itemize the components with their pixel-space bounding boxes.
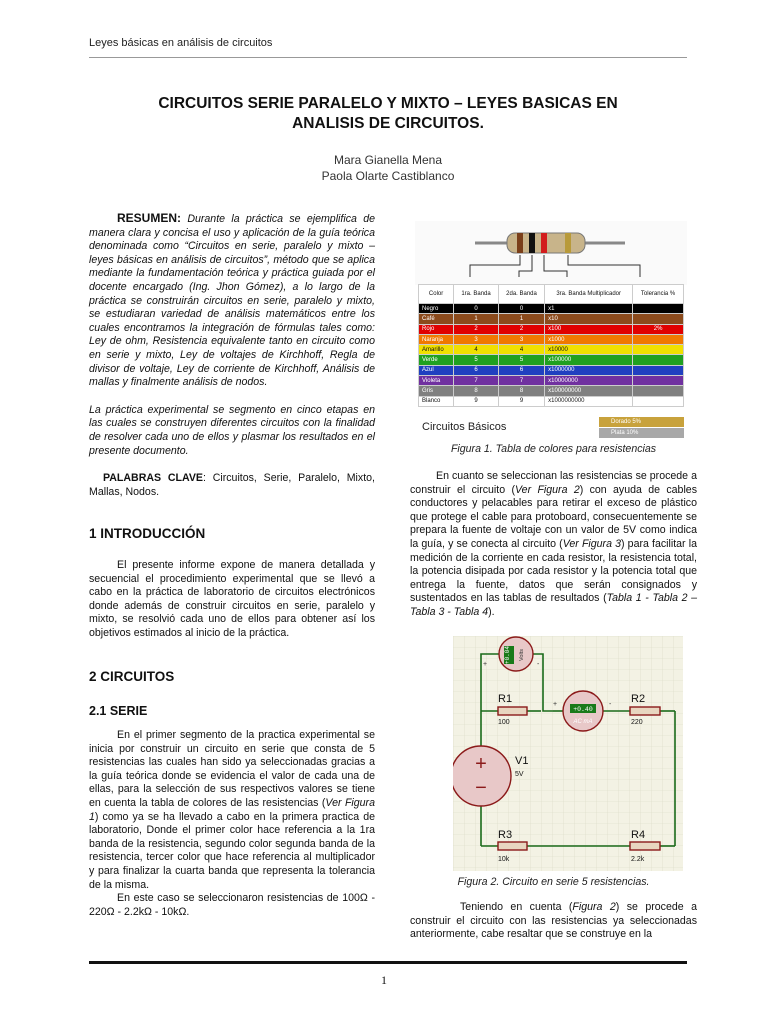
color-table-cell: 7	[454, 376, 499, 386]
source-plus-sign: +	[475, 753, 487, 775]
color-table-cell: 3	[498, 334, 544, 344]
resistor-r4	[630, 842, 660, 850]
abstract-text: Durante la práctica se ejemplifica de manera clara y concisa el uso y aplicación de la guía teórica denominada como “Circuitos en serie, paralelo y mixto – leyes básicas en análisis de circuitos”, método que se aplica mediante la fundamentación teórica y práctica guiada por el docente encargado (Ing. Jhon Gómez), a lo largo de la práctica se construirán circuitos en serie, paralelo y mixto, se estudiaran variedad de análisis matemáticos entre los cuales encontramos la integración de fórmulas tales como: Ley de ohm, Resistencia equivalente tanto en circuito como en serie y mixto, Ley de voltajes de Kirchhoff, Regla de divisor de voltaje, Ley de corriente de Kirchhoff, Análisis de mallas y finalmente análisis de nodos.	[89, 213, 375, 389]
figure-ref: Ver Figura 2	[515, 483, 580, 496]
color-table-cell: 4	[454, 345, 499, 355]
color-table-cell: x10	[545, 314, 633, 324]
voltmeter-value: +0.04	[504, 645, 511, 665]
color-table-row	[419, 304, 684, 314]
r1-value: 100	[498, 719, 510, 726]
color-table-cell	[633, 355, 684, 365]
author-1: Mara Gianella Mena	[333, 153, 443, 167]
color-table-row	[419, 314, 684, 324]
author-2: Paola Olarte Castiblanco	[321, 169, 455, 183]
color-table-cell: 0	[498, 304, 544, 314]
color-table-cell: 8	[454, 386, 499, 396]
resistor-r1	[498, 707, 527, 715]
table-ref: Tabla 1 - Tabla 2 – Tabla 3 - Tabla 4	[410, 592, 697, 618]
footer-rule	[89, 961, 687, 964]
color-table-cell: x10000	[545, 345, 633, 355]
color-table-cell: x1000	[545, 334, 633, 344]
color-table-cell: Violeta	[419, 376, 454, 386]
r4-name: R4	[631, 829, 646, 841]
ammeter-unit: AC mA	[573, 719, 593, 725]
section-1-heading: 1 INTRODUCCIÓN	[89, 526, 206, 541]
color-table-cell: 0	[454, 304, 499, 314]
r4-value: 2.2k	[631, 856, 645, 863]
header-divider	[89, 57, 687, 58]
color-table-cell: 9	[454, 396, 499, 406]
color-table-cell: x1	[545, 304, 633, 314]
source-value: 5V	[515, 771, 524, 778]
keywords-text: : Circuitos, Serie, Paralelo, Mixto, Mallas, Nodos.	[89, 472, 375, 498]
voltmeter-unit: Volts	[519, 649, 525, 661]
source-name: V1	[515, 755, 529, 767]
color-table-cell: 3	[454, 334, 499, 344]
color-table-cell	[633, 386, 684, 396]
figure-2-caption: Figura 2. Circuito en serie 5 resistencias.	[457, 876, 650, 888]
para-text: ) para facilitar la medición de la corriente en cada resistor, la resistencia total, la potencia disipada por cada resistor y la potencia total que entrega la fuente, datos que serán consignados y sustentados en las tablas de resultados (	[410, 537, 697, 605]
color-table-cell: Verde	[419, 355, 454, 365]
color-table-header-cell: 3ra. Banda Multiplicador	[545, 285, 633, 304]
color-table-header-cell: 2da. Banda	[498, 285, 544, 304]
color-table-row	[419, 376, 684, 386]
color-table-cell: 1	[498, 314, 544, 324]
paper-title	[89, 94, 687, 134]
figure-ref: Figura 2	[572, 901, 616, 913]
section-2-1-paragraph-1	[89, 729, 375, 892]
color-table-row	[419, 355, 684, 365]
figure-2	[453, 636, 683, 871]
para-text: ).	[488, 605, 495, 618]
color-code-table	[418, 284, 684, 407]
resistor-r2	[630, 707, 660, 715]
resistor-r3	[498, 842, 527, 850]
color-table-cell: 2	[454, 324, 499, 334]
color-table-row	[419, 386, 684, 396]
color-table-header-cell: Tolerancia %	[633, 285, 684, 304]
color-table-cell: Gris	[419, 386, 454, 396]
abstract	[89, 212, 375, 499]
keywords	[89, 472, 375, 499]
color-table-cell: x100000000	[545, 386, 633, 396]
para-text: En cuanto se seleccionan las resistencias se procede a construir el circuito (	[410, 470, 697, 496]
abstract-text-2: La práctica experimental se segmento en cinco etapas en las cuales se construyen diferentes circuitos con la finalidad de resolver cada uno de ellos y plasmar los resultados en el presente documento.	[89, 403, 375, 457]
color-table-cell: Azul	[419, 365, 454, 375]
section-2-1-body	[89, 729, 375, 919]
color-table-cell: 5	[498, 355, 544, 365]
color-table-cell: x1000000000	[545, 396, 633, 406]
color-table-cell	[633, 376, 684, 386]
color-table-cell: x10000000	[545, 376, 633, 386]
section-2-1-heading: 2.1 SERIE	[89, 704, 148, 718]
color-table-row	[419, 365, 684, 375]
color-table-row	[419, 324, 684, 334]
color-table-cell	[633, 345, 684, 355]
color-table-header-row	[419, 285, 684, 304]
para-text: En el primer segmento de la practica experimental se inicia por construir un circuito en serie que consta de 5 resistencias las cuales han sido ya seleccionadas gracias a la guía teórica donde se evidencia el valor de cada una de ellas, para la selección de sus respectivos valores se tiene en cuenta la tabla de colores de las resistencias (	[89, 729, 375, 809]
brand-label: Circuitos Básicos	[422, 421, 507, 433]
title-line-1: CIRCUITOS SERIE PARALELO Y MIXTO – LEYES BASICAS EN	[158, 95, 618, 112]
color-table-cell: 6	[498, 365, 544, 375]
gold-tolerance: Dorado 5%	[599, 417, 684, 427]
color-table-cell: 5	[454, 355, 499, 365]
color-table-cell: Café	[419, 314, 454, 324]
para-text: ) se procede a construir el circuito con las resistencias ya seleccionadas anteriormente, cabe resaltar que se construye en la	[410, 901, 697, 941]
authors	[89, 152, 687, 184]
color-table-row	[419, 334, 684, 344]
color-table-row	[419, 396, 684, 406]
voltmeter-minus-sign: -	[537, 661, 540, 668]
color-table-cell: 8	[498, 386, 544, 396]
figure-ref: Ver Figura 3	[562, 537, 622, 550]
color-table-cell: x100	[545, 324, 633, 334]
title-line-2: ANALISIS DE CIRCUITOS.	[292, 115, 484, 132]
color-table-row	[419, 345, 684, 355]
right-paragraph-2	[410, 901, 697, 942]
ammeter-value: +0.40	[573, 706, 593, 713]
r1-name: R1	[498, 693, 513, 705]
color-table-cell: 4	[498, 345, 544, 355]
running-header: Leyes básicas en análisis de circuitos	[89, 37, 273, 49]
silver-tolerance: Plata 10%	[599, 428, 684, 438]
r3-value: 10k	[498, 856, 510, 863]
para-text: ) como ya se ha llevado a cabo en la primera practica de laboratorio, Donde el primer color hace referencia a la 1ra banda de la resistencia, segundo color segunda banda de la resistencia, tercer color que hace referencia al multiplicador y para finalizar la cuarta banda que representa la tolerancia de la misma.	[89, 810, 375, 891]
section-1-text: El presente informe expone de manera detallada y secuencial el procedimiento experimental que se llevó a cabo en la práctica de laboratorio de circuitos electrónicos donde además de construir circuitos en serie, paralelo y mixto, se resolvió cada uno de ellos para obtener así los objetivos estimados al inicio de la práctica.	[89, 559, 375, 639]
abstract-label: RESUMEN:	[117, 211, 182, 225]
color-table-cell: Naranja	[419, 334, 454, 344]
color-table-cell	[633, 314, 684, 324]
color-table-cell: Blanco	[419, 396, 454, 406]
color-table-cell: Amarillo	[419, 345, 454, 355]
figure-1	[415, 221, 687, 439]
para-text: ) con ayuda de cables conductores y pelacables para retirar el exceso de plástico que protege el cable para protoboard, consecuentemente se prepara la fuente de voltaje con un valor de 5V como indica la guía, y se conecta al circuito (	[410, 483, 697, 550]
color-table-header-cell: 1ra. Banda	[454, 285, 499, 304]
page-number: 1	[381, 973, 387, 987]
color-table-cell	[633, 396, 684, 406]
color-table-cell: 2	[498, 324, 544, 334]
color-table-cell: x100000	[545, 355, 633, 365]
ammeter-plus-sign: +	[553, 701, 558, 708]
figure-ref: Ver Figura 1	[89, 796, 375, 823]
color-table-cell	[633, 365, 684, 375]
color-table-cell: Rojo	[419, 324, 454, 334]
keywords-label: PALABRAS CLAVE	[103, 472, 203, 485]
r3-name: R3	[498, 829, 513, 841]
section-2-heading: 2 CIRCUITOS	[89, 669, 175, 684]
para-text: Teniendo en cuenta (	[460, 901, 573, 913]
source-minus-sign: −	[475, 777, 487, 799]
circuit-schematic	[453, 636, 683, 871]
color-table-cell: 7	[498, 376, 544, 386]
color-table-cell: 9	[498, 396, 544, 406]
ammeter-minus-sign: -	[609, 701, 612, 708]
color-table-cell: x1000000	[545, 365, 633, 375]
color-table-cell: 2%	[633, 324, 684, 334]
resistor-illustration	[415, 221, 687, 285]
color-table-header-cell: Color	[419, 285, 454, 304]
color-table-cell: Negro	[419, 304, 454, 314]
section-2-1-paragraph-2: En este caso se seleccionaron resistencias de 100Ω - 220Ω - 2.2kΩ - 10kΩ.	[89, 892, 375, 918]
r2-value: 220	[631, 719, 643, 726]
voltmeter-plus-sign: +	[483, 661, 488, 668]
r2-name: R2	[631, 693, 646, 705]
right-paragraph-1	[410, 470, 697, 620]
color-table-cell	[633, 304, 684, 314]
figure-1-caption: Figura 1. Tabla de colores para resistencias	[450, 443, 657, 455]
color-table-cell: 6	[454, 365, 499, 375]
color-table-cell	[633, 334, 684, 344]
color-table-cell: 1	[454, 314, 499, 324]
